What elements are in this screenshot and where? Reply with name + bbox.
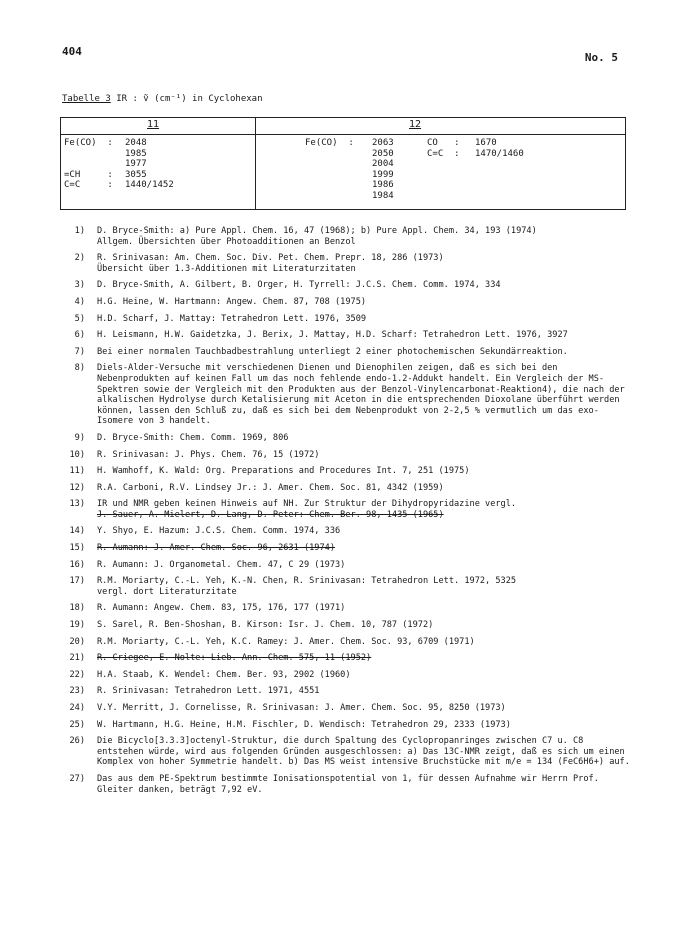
reference-text: Diels-Alder-Versuche mit verschiedenen Dienen und Dienophilen zeigen, daß es sich bei den Nebenprodukten auf keinen Fall um das noch fehlende endo-1.2-Addukt handelt. Ein Vergleich der MS-Spektren sowie der Vergleich mit den Produkten aus der Benzol-Vinylencarbonat-Reaktion4), die nach der alkalischen Hydrolyse durch Ketalisierung mit Aceton in die entsprechenden Dioxolane überführt werden können, lassen den Schluß zu, daß es sich bei dem Nebenprodukt von 2-2,5 % vermutlich um das exo-Isomere von 3 handelt. [97, 363, 625, 427]
reference-item [55, 450, 635, 461]
reference-number: 24) [69, 703, 85, 713]
reference-item [55, 433, 635, 444]
reference-number: 18) [69, 603, 85, 614]
reference-number: 27) [69, 773, 85, 784]
reference-item [55, 703, 635, 714]
reference-item [55, 280, 635, 291]
compound-12-fe-co-label: Fe(CO) : [305, 138, 354, 148]
reference-number: 17) [69, 576, 85, 587]
reference-number: 8) [74, 363, 85, 374]
reference-item [55, 526, 635, 537]
reference-item [55, 603, 635, 614]
reference-number: 14) [69, 526, 85, 537]
reference-number: 7) [74, 346, 85, 357]
reference-text: R. Aumann: J. Amer. Chem. Soc. 96, 2631 (1974) [97, 543, 335, 554]
reference-text: H. Leismann, H.W. Gaidetzka, J. Berix, J. Mattay, H.D. Scharf: Tetrahedron Lett. 1976, 3927 [97, 330, 568, 341]
compound-12-other-labels: CO : C=C : [427, 138, 460, 159]
reference-text: D. Bryce-Smith: a) Pure Appl. Chem. 16, 47 (1968); b) Pure Appl. Chem. 34, 193 (1974) Allgem. Übersichten über Photoadditionen an Benzol [97, 226, 537, 247]
reference-text: R.M. Moriarty, C.-L. Yeh, K.-N. Chen, R. Srinivasan: Tetrahedron Lett. 1972, 5325 vergl. dort Literaturzitate [97, 576, 517, 597]
reference-item [55, 774, 635, 795]
page-number: 404 [62, 45, 82, 58]
reference-number: 9) [74, 432, 85, 443]
reference-text: D. Bryce-Smith: Chem. Comm. 1969, 806 [97, 432, 289, 443]
reference-item [55, 560, 635, 571]
reference-item [55, 620, 635, 631]
compound-12-header: 12 [409, 119, 422, 130]
reference-text: R. Aumann: J. Organometal. Chem. 47, C 29 (1973) [97, 559, 346, 570]
table-caption [62, 94, 263, 104]
reference-number: 25) [69, 719, 85, 730]
table-divider-horizontal [61, 134, 625, 135]
compound-12-other-values: 1670 1470/1460 [475, 138, 524, 159]
reference-item [55, 499, 635, 520]
reference-item [55, 686, 635, 697]
reference-text: Y. Shyo, E. Hazum: J.C.S. Chem. Comm. 1974, 336 [97, 526, 341, 537]
reference-text: R. Srinivasan: Am. Chem. Soc. Div. Pet. Chem. Prepr. 18, 286 (1973) Übersicht über 1.3-Additionen mit Literaturzitaten [97, 253, 444, 274]
reference-text: H.D. Scharf, J. Mattay: Tetrahedron Lett. 1976, 3509 [97, 313, 367, 324]
reference-text: R. Srinivasan: Tetrahedron Lett. 1971, 4551 [97, 686, 320, 697]
reference-list [55, 226, 635, 801]
reference-text: Die Bicyclo[3.3.3]octenyl-Struktur, die durch Spaltung des Cyclopropanringes zwischen C7 u. C8 entstehen würde, wird aus folgenden Gründen ausgeschlossen: a) Das 13C-NMR zeigt, daß es sich um einen Komplex von hoher Symmetrie handelt. b) Das MS weist intensive Bruchstücke mit m/e = 134 (FeC6H6+) auf. [97, 736, 630, 768]
reference-text: V.Y. Merritt, J. Cornelisse, R. Srinivasan: J. Amer. Chem. Soc. 95, 8250 (1973) [97, 703, 506, 713]
reference-item [55, 466, 635, 477]
reference-number: 19) [69, 620, 85, 631]
compound-12-fe-co-values: 2063 2050 2004 1999 1986 1984 [372, 138, 394, 201]
reference-item [55, 363, 635, 427]
reference-item [55, 314, 635, 325]
reference-number: 1) [74, 226, 85, 236]
table-caption-text: IR : ṽ (cm⁻¹) in Cyclohexan [116, 94, 263, 104]
ir-table [60, 117, 626, 210]
reference-text: IR und NMR geben keinen Hinweis auf NH. Zur Struktur der Dihydropyridazine vergl. J. Sauer, A. Mielert, D. Lang, D. Peter: Chem. Ber. 98, 1435 (1965) [97, 499, 635, 520]
reference-text: H.A. Staab, K. Wendel: Chem. Ber. 93, 2902 (1960) [97, 669, 351, 680]
reference-item [55, 670, 635, 681]
table-caption-label: Tabelle 3 [62, 94, 111, 104]
reference-text: R. Criegee, E. Nolte: Lieb. Ann. Chem. 575, 11 (1952) [97, 653, 372, 664]
reference-item [55, 483, 635, 494]
reference-text: Bei einer normalen Tauchbadbestrahlung unterliegt 2 einer photochemischen Sekundärreaktion. [97, 346, 568, 357]
reference-text: R.M. Moriarty, C.-L. Yeh, K.C. Ramey: J. Amer. Chem. Soc. 93, 6709 (1971) [97, 636, 475, 647]
reference-text: R. Aumann: Angew. Chem. 83, 175, 176, 177 (1971) [97, 603, 346, 614]
reference-text: R. Srinivasan: J. Phys. Chem. 76, 15 (1972) [97, 449, 320, 460]
reference-item [55, 347, 635, 358]
reference-text: H.G. Heine, W. Hartmann: Angew. Chem. 87, 708 (1975) [97, 296, 367, 307]
reference-item [55, 637, 635, 648]
compound-11-header: 11 [147, 119, 160, 130]
reference-text: S. Sarel, R. Ben-Shoshan, B. Kirson: Isr. J. Chem. 10, 787 (1972) [97, 620, 434, 631]
reference-number: 6) [74, 330, 85, 341]
reference-number: 11) [69, 466, 85, 477]
reference-item [55, 297, 635, 308]
table-divider-vertical [255, 118, 256, 209]
reference-number: 3) [74, 280, 85, 291]
reference-number: 5) [74, 313, 85, 324]
reference-text: R.A. Carboni, R.V. Lindsey Jr.: J. Amer. Chem. Soc. 81, 4342 (1959) [97, 482, 444, 493]
reference-text: H. Wamhoff, K. Wald: Org. Preparations and Procedures Int. 7, 251 (1975) [97, 466, 470, 477]
reference-number: 20) [69, 636, 85, 647]
reference-number: 2) [74, 253, 85, 264]
reference-number: 12) [69, 482, 85, 493]
compound-11-band-values: 2048 1985 1977 3055 1440/1452 [125, 138, 174, 190]
reference-text: D. Bryce-Smith, A. Gilbert, B. Orger, H. Tyrrell: J.C.S. Chem. Comm. 1974, 334 [97, 280, 501, 291]
reference-item [55, 720, 635, 731]
reference-item [55, 330, 635, 341]
reference-number: 16) [69, 559, 85, 570]
reference-text-struck: J. Sauer, A. Mielert, D. Lang, D. Peter: Chem. Ber. 98, 1435 (1965) [97, 509, 444, 520]
reference-number: 13) [69, 499, 85, 510]
reference-item [55, 543, 635, 554]
reference-number: 15) [69, 543, 85, 554]
reference-number: 21) [69, 653, 85, 664]
reference-item [55, 226, 635, 247]
reference-text: Das aus dem PE-Spektrum bestimmte Ionisationspotential von 1, für dessen Aufnahme wir Herrn Prof. Gleiter danken, beträgt 7,92 eV. [97, 773, 599, 795]
reference-number: 22) [69, 669, 85, 680]
reference-number: 26) [69, 736, 85, 747]
issue-number: No. 5 [584, 51, 618, 64]
reference-item [55, 253, 635, 274]
compound-11-band-labels: Fe(CO) : =CH : C=C : [64, 138, 113, 190]
reference-number: 4) [74, 296, 85, 307]
reference-item [55, 653, 635, 664]
reference-item [55, 736, 635, 768]
reference-number: 10) [69, 449, 85, 460]
reference-item [55, 576, 635, 597]
reference-number: 23) [69, 686, 85, 697]
reference-text: W. Hartmann, H.G. Heine, H.M. Fischler, D. Wendisch: Tetrahedron 29, 2333 (1973) [97, 719, 511, 730]
